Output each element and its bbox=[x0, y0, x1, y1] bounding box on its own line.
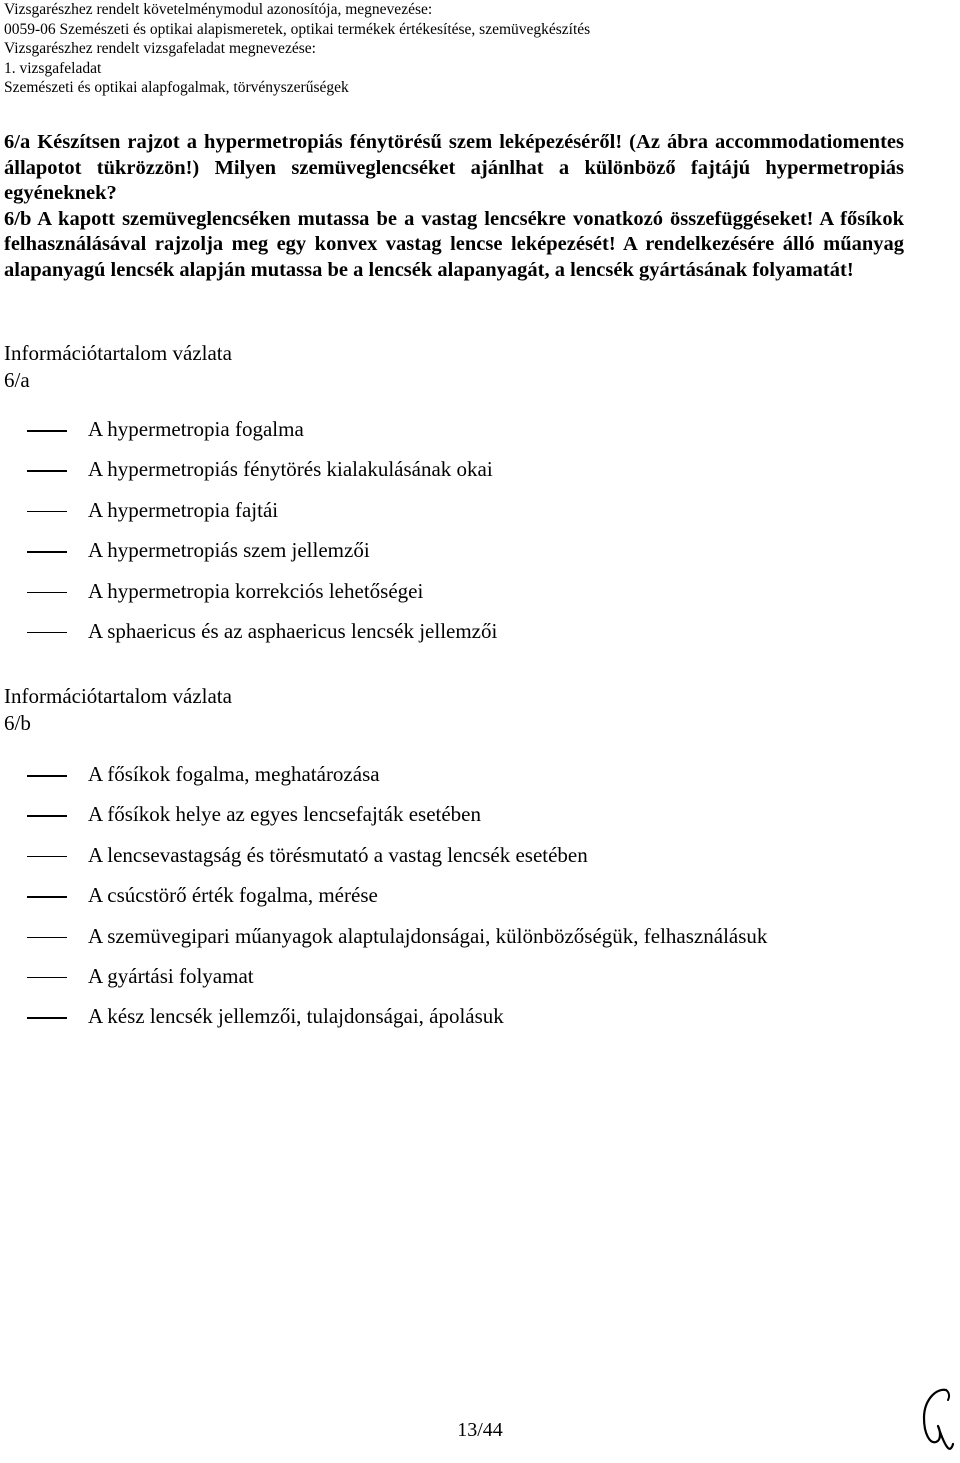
list-item-text: A csúcstörő érték fogalma, mérése bbox=[88, 883, 378, 908]
dash-bullet-icon bbox=[27, 977, 67, 979]
dash-bullet-icon bbox=[27, 551, 67, 553]
dash-bullet-icon bbox=[27, 775, 67, 777]
list-item-text: A hypermetropia fogalma bbox=[88, 417, 304, 441]
list-item bbox=[0, 922, 960, 962]
header-line: Vizsgarészhez rendelt követelménymodul azonosítója, megnevezése: bbox=[4, 1, 433, 18]
dash-bullet-icon bbox=[27, 430, 67, 432]
header-line: Szemészeti és optikai alapfogalmak, törvényszerűségek bbox=[4, 79, 349, 97]
page-number: 13/44 bbox=[457, 1419, 503, 1441]
dash-bullet-icon bbox=[27, 592, 67, 594]
list-item-text: A lencsevastagság és törésmutató a vastag lencsék esetében bbox=[88, 842, 588, 867]
list-item bbox=[0, 455, 960, 495]
document-header bbox=[4, 0, 954, 98]
task-description bbox=[4, 130, 904, 284]
list-item bbox=[0, 962, 960, 1002]
list-item bbox=[0, 841, 960, 881]
list-item-text: A hypermetropia korrekciós lehetőségei bbox=[88, 578, 424, 603]
outline-b-label: 6/b bbox=[4, 711, 31, 735]
list-item bbox=[0, 1002, 960, 1042]
list-item-text: A sphaericus és az asphaericus lencsék jellemzői bbox=[88, 618, 498, 643]
list-item-text: A hypermetropiás fénytörés kialakulásának okai bbox=[88, 457, 493, 482]
header-line: 1. vizsgafeladat bbox=[4, 59, 102, 77]
dash-bullet-icon bbox=[27, 937, 67, 939]
dash-bullet-icon bbox=[27, 856, 67, 858]
dash-bullet-icon bbox=[27, 470, 67, 472]
list-item-text: A hypermetropia fajtái bbox=[88, 497, 279, 522]
dash-bullet-icon bbox=[27, 896, 67, 898]
list-item bbox=[0, 881, 960, 921]
signature-icon bbox=[918, 1386, 956, 1458]
outline-b-list bbox=[0, 760, 960, 1043]
list-item-text: A fősíkok helye az egyes lencsefajták esetében bbox=[88, 802, 482, 827]
list-item bbox=[0, 760, 960, 800]
dash-bullet-icon bbox=[27, 511, 67, 513]
list-item bbox=[0, 577, 960, 617]
list-item bbox=[0, 617, 960, 657]
header-line: 0059-06 Szemészeti és optikai alapismeretek, optikai termékek értékesítése, szemüvegkészítés bbox=[4, 20, 591, 38]
list-item bbox=[0, 536, 960, 576]
list-item bbox=[0, 415, 960, 455]
outline-b-heading bbox=[4, 683, 232, 737]
list-item-text: A fősíkok fogalma, meghatározása bbox=[88, 762, 380, 786]
outline-a-heading bbox=[4, 340, 232, 394]
outline-a-list bbox=[0, 415, 960, 657]
outline-a-title: Információtartalom vázlata bbox=[4, 341, 232, 365]
task-part-a: 6/a Készítsen rajzot a hypermetropiás fénytörésű szem leképezéséről! (Az ábra accommodatiomentes állapotot tükrözzön!) Milyen szemüveglencséket ajánlhat a különböző fajtájú hypermetropiás egyéneknek? bbox=[4, 131, 904, 205]
dash-bullet-icon bbox=[27, 815, 67, 817]
dash-bullet-icon bbox=[27, 632, 67, 634]
task-part-b: 6/b A kapott szemüveglencséken mutassa be a vastag lencsékre vonatkozó összefüggéseket! A fősíkok felhasználásával rajzolja meg egy konvex vastag lencse leképezését! A rendelkezésére álló műanyag alapanyagú lencsék alapján mutassa be a lencsék alapanyagát, a lencsék gyártásának folyamatát! bbox=[4, 207, 904, 281]
list-item-text: A kész lencsék jellemzői, tulajdonságai, ápolásuk bbox=[88, 1004, 504, 1029]
list-item bbox=[0, 800, 960, 840]
list-item-text: A szemüvegipari műanyagok alaptulajdonságai, különbözőségük, felhasználásuk bbox=[88, 923, 768, 948]
list-item-text: A gyártási folyamat bbox=[88, 963, 254, 988]
outline-a-label: 6/a bbox=[4, 368, 30, 392]
header-line: Vizsgarészhez rendelt vizsgafeladat megnevezése: bbox=[4, 40, 316, 58]
list-item-text: A hypermetropiás szem jellemzői bbox=[88, 538, 370, 563]
outline-b-title: Információtartalom vázlata bbox=[4, 684, 232, 708]
list-item bbox=[0, 496, 960, 536]
dash-bullet-icon bbox=[27, 1017, 67, 1019]
